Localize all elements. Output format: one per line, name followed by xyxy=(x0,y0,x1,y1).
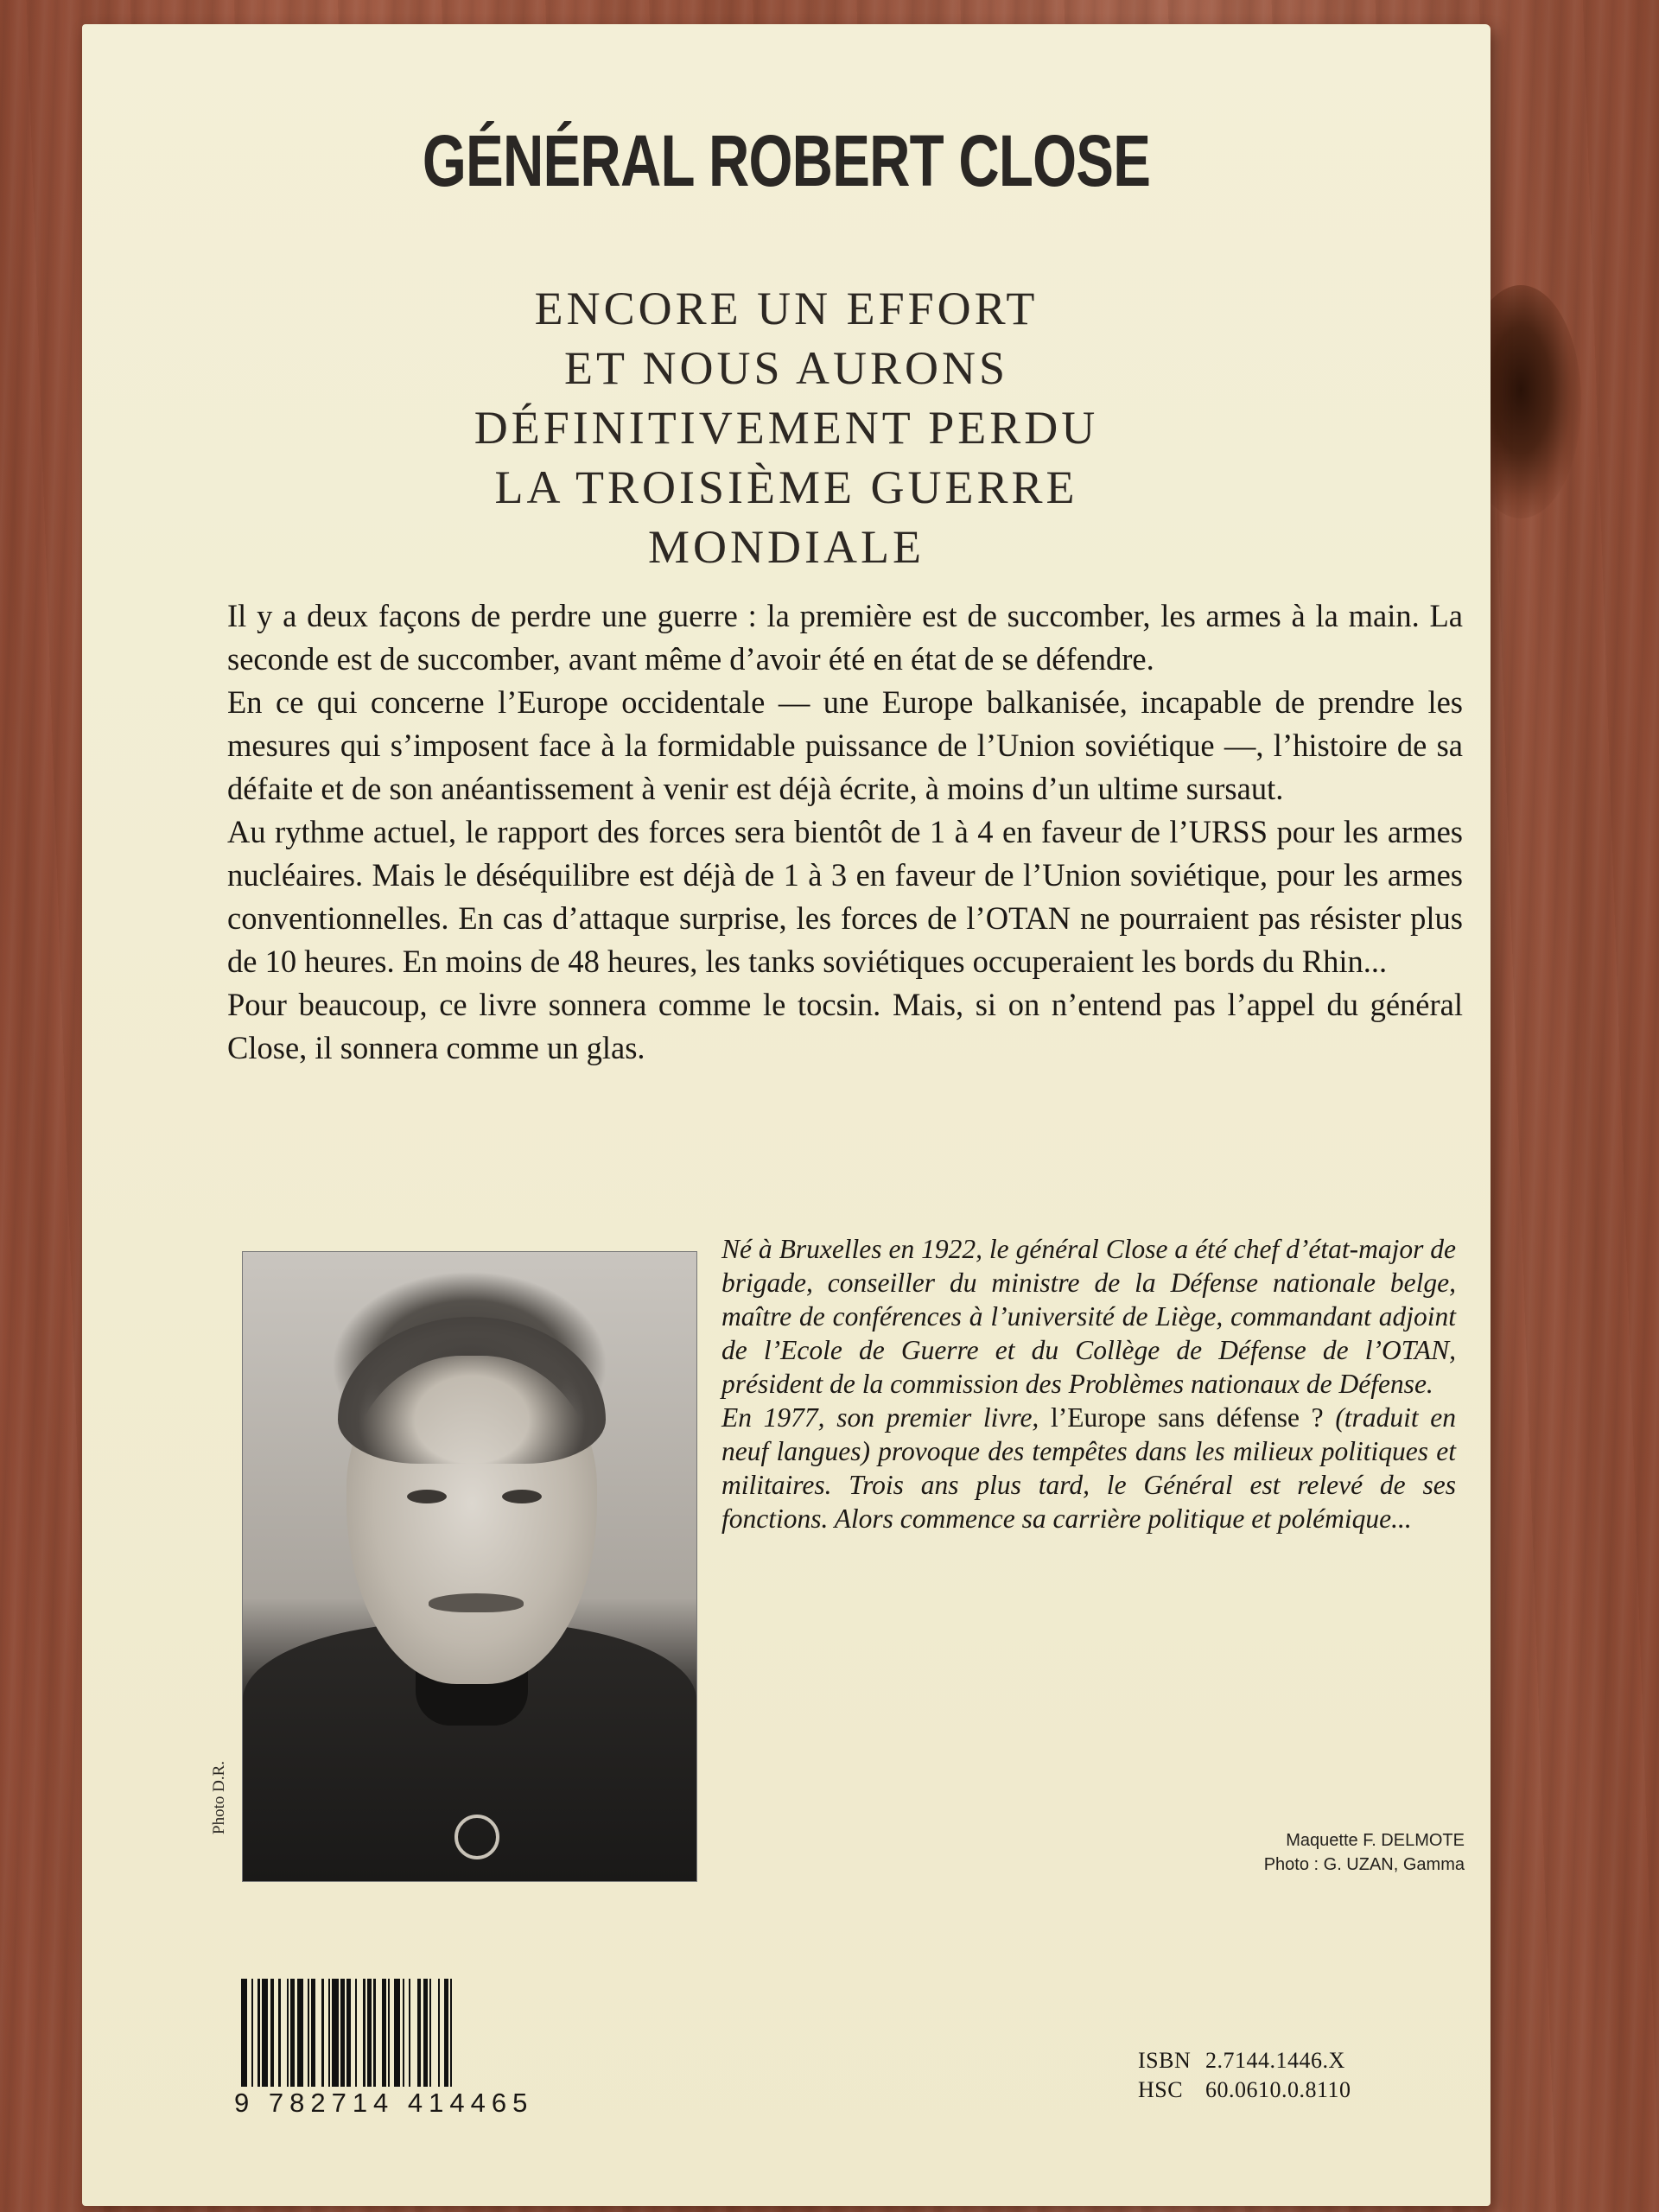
title-line: LA TROISIÈME GUERRE xyxy=(494,461,1078,513)
blurb-paragraph: En ce qui concerne l’Europe occidentale — une Europe balkanisée, incapable de prendre les mesures qui s’imposent face à la formidable puissance de l’Union soviétique —, l’histoire de sa défaite et de son anéantissement à venir est déjà écrite, à moins d’un ultime sursaut. xyxy=(227,684,1463,806)
title-line: ENCORE UN EFFORT xyxy=(534,283,1039,334)
isbn-value: 2.7144.1446.X xyxy=(1205,2048,1345,2073)
title-line: DÉFINITIVEMENT PERDU xyxy=(474,402,1099,454)
photo-credit: Photo D.R. xyxy=(210,1761,228,1834)
barcode-digits: 9 782714 414465 xyxy=(234,2088,534,2118)
cover-photo-credit: Photo : G. UZAN, Gamma xyxy=(1263,1855,1465,1874)
blurb-paragraph: Au rythme actuel, le rapport des forces sera bientôt de 1 à 4 en faveur de l’URSS pour les armes nucléaires. Mais le déséquilibre est déjà de 1 à 3 en faveur de l’Union soviétique, pour les armes conventionnelles. En cas d’attaque surprise, les forces de l’OTAN ne pourraient pas résister plus de 10 heures. En moins de 48 heures, les tanks soviétiques occuperaient les bords du Rhin... xyxy=(227,814,1463,979)
title-line: MONDIALE xyxy=(648,521,925,573)
hsc-value: 60.0610.0.8110 xyxy=(1205,2077,1351,2102)
title-line: ET NOUS AURONS xyxy=(563,342,1009,394)
book-reference: l’Europe sans défense ? xyxy=(1050,1402,1324,1433)
isbn-block xyxy=(1138,2046,1351,2105)
design-credits xyxy=(946,1828,1465,1877)
author-bio xyxy=(721,1232,1456,1535)
bio-paragraph: Né à Bruxelles en 1922, le général Close a été chef d’état-major de brigade, conseiller du ministre de la Défense nationale belge, maître de conférences à l’université de Liège, commandant adjoint de l’Ecole de Guerre et du Collège de Défense de l’OTAN, président de la commission des Problèmes nationaux de Défense. xyxy=(721,1234,1456,1399)
hsc-label: HSC xyxy=(1138,2077,1184,2102)
blurb-paragraph: Il y a deux façons de perdre une guerre : la première est de succomber, les armes à la main. La seconde est de succomber, avant même d’avoir été en état de se défendre. xyxy=(227,598,1463,677)
author-portrait-photo xyxy=(242,1251,697,1882)
book-title xyxy=(82,279,1491,577)
blurb xyxy=(227,594,1463,1070)
bio-paragraph: En 1977, son premier livre, l’Europe sans défense ? (traduit en neuf langues) provoque des tempêtes dans les milieux politiques et militaires. Trois ans plus tard, le Général est relevé de ses fonctions. Alors commence sa carrière politique et polémique... xyxy=(721,1402,1456,1534)
barcode xyxy=(241,1979,613,2087)
author-name: GÉNÉRAL ROBERT CLOSE xyxy=(422,120,1151,201)
isbn-label: ISBN xyxy=(1138,2048,1192,2073)
blurb-paragraph: Pour beaucoup, ce livre sonnera comme le tocsin. Mais, si on n’entend pas l’appel du général Close, il sonnera comme un glas. xyxy=(227,987,1463,1065)
book-back-cover xyxy=(82,24,1491,2206)
layout-credit: Maquette F. DELMOTE xyxy=(1286,1831,1465,1850)
